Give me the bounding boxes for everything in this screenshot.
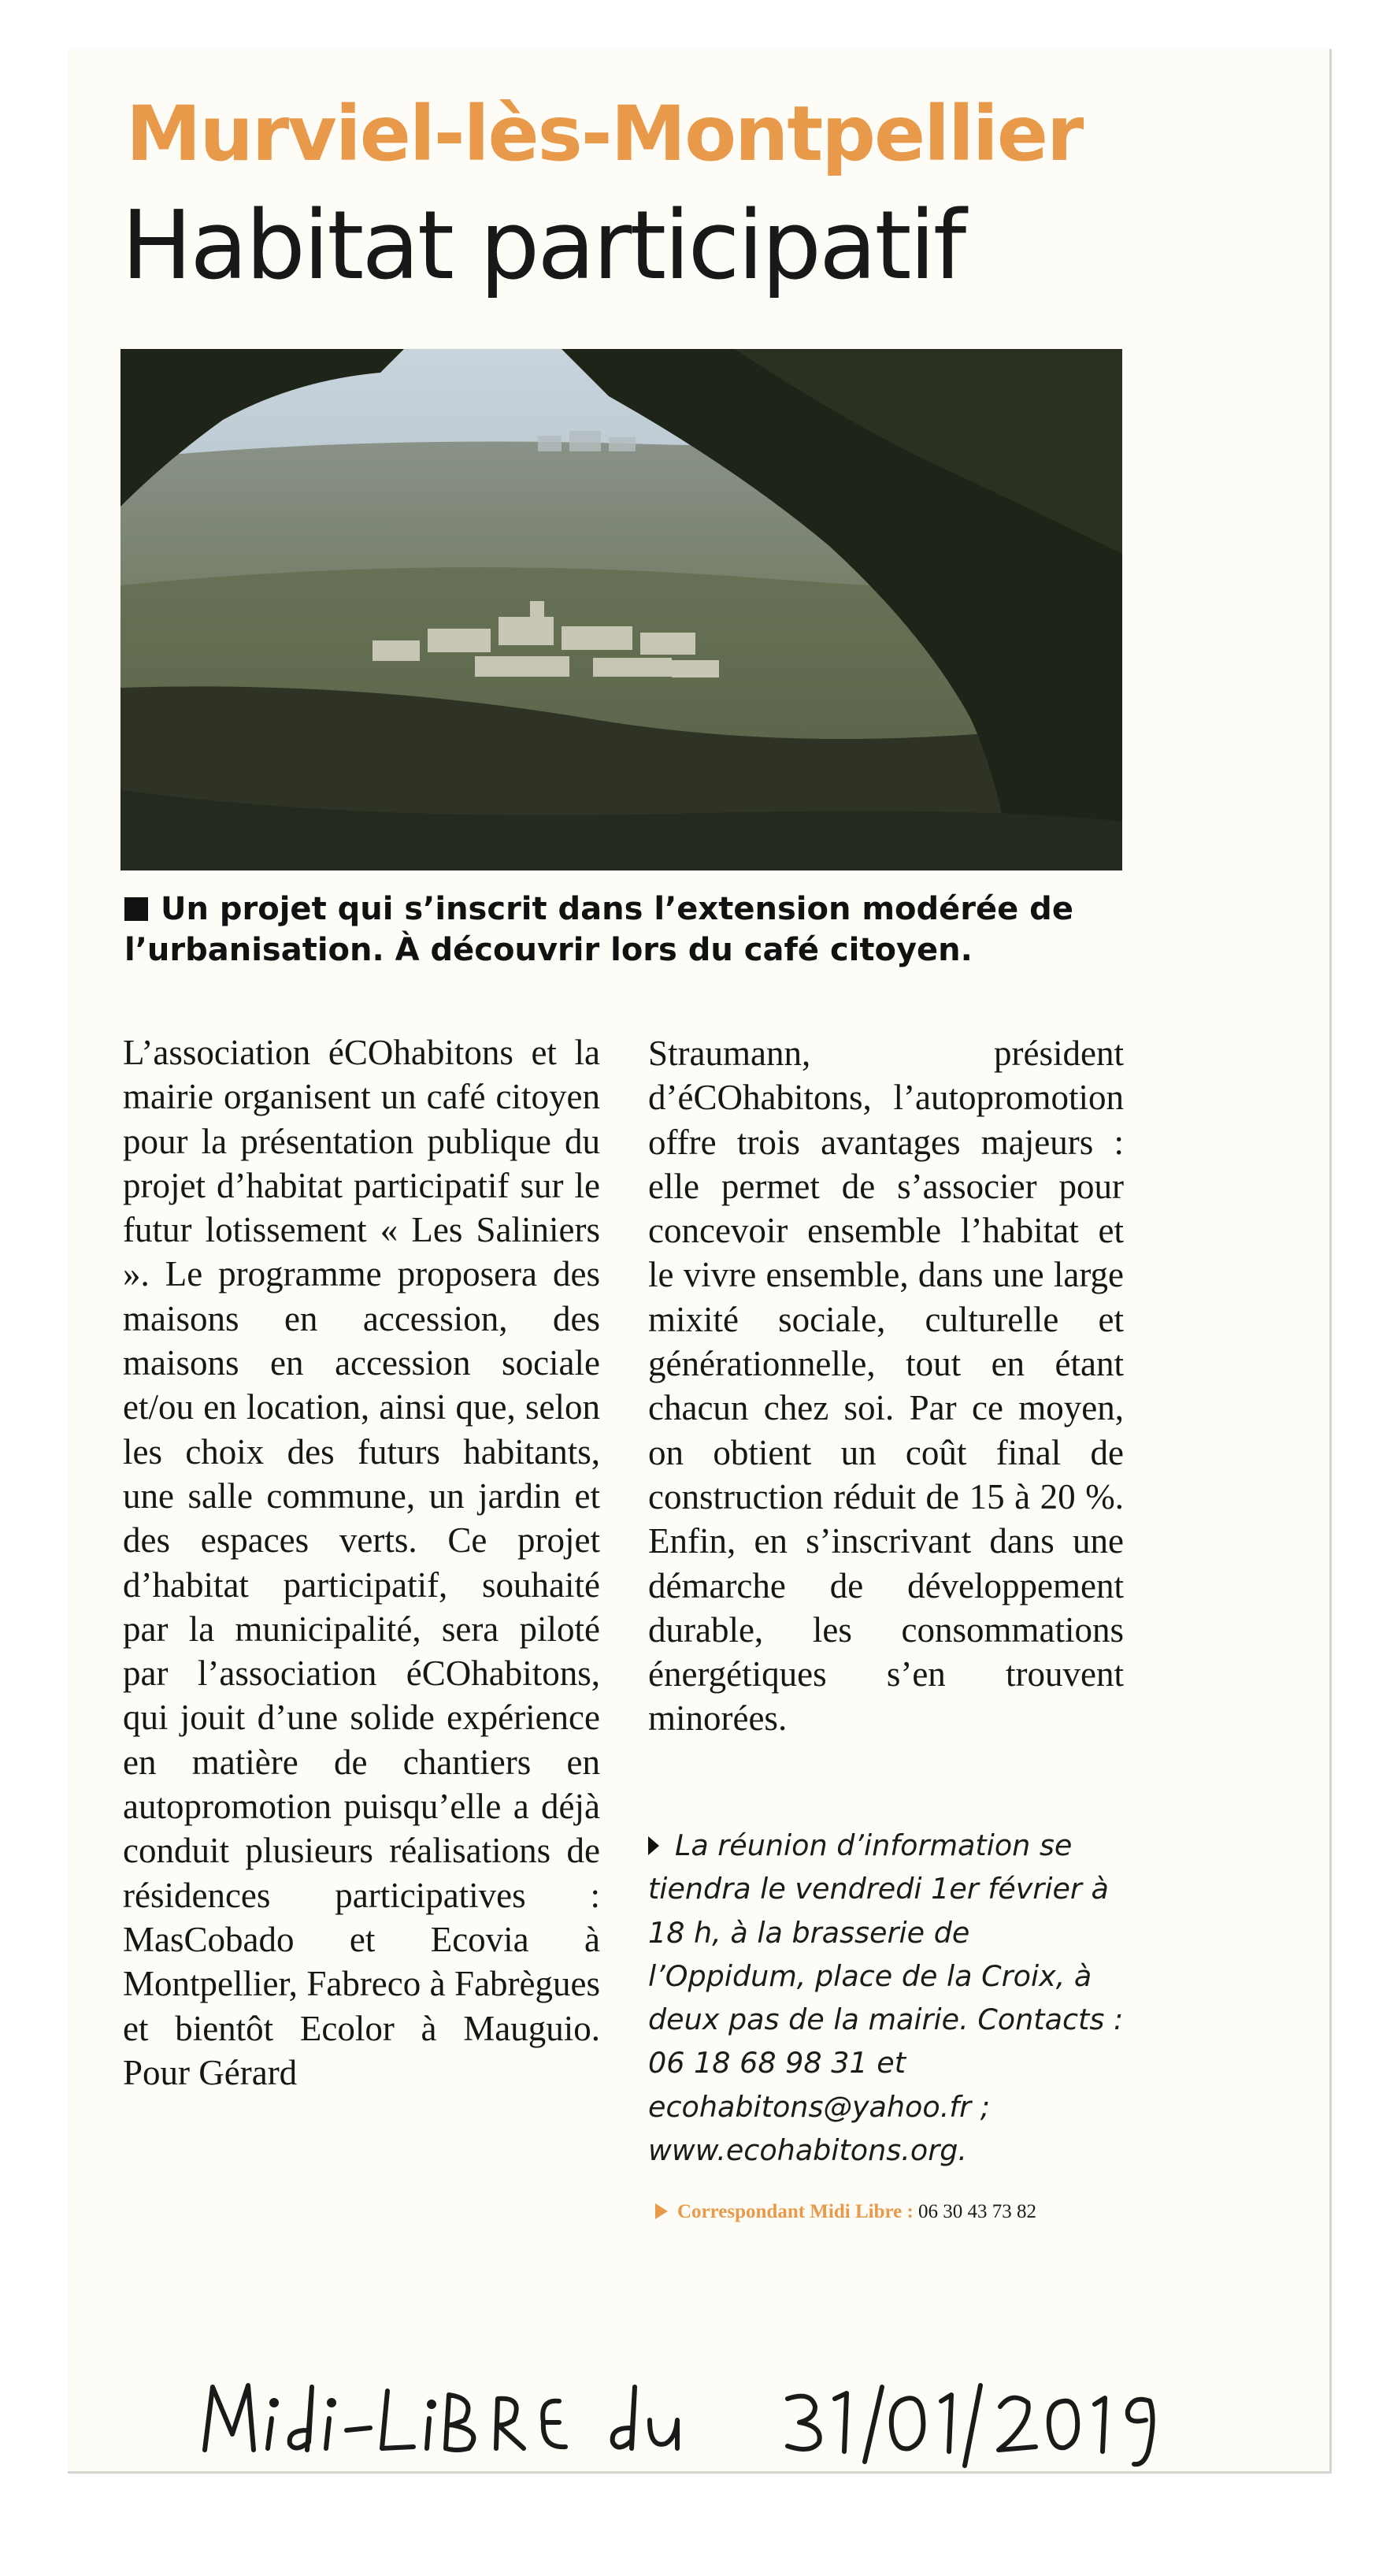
correspondent-phone: 06 30 43 73 82 (918, 2201, 1037, 2222)
article-town: Murviel-lès-Montpellier (126, 90, 1083, 178)
info-box (648, 1824, 1124, 2172)
article-photo (120, 349, 1122, 870)
arrow-icon (655, 2203, 668, 2219)
body-paragraph: Straumann, président d’éCOhabitons, l’autopromotion offre trois avantages majeurs : elle permet de s’associer pour concevoir ensemble l’habitat et le vivre ensemble, dans une large mixité sociale, culturelle et générationnelle, tout en étant chacun chez soi. Par ce moyen, on obtient un coût final de construction réduit de 15 à 20 %. Enfin, en s’inscrivant dans une démarche de développement durable, les consommations énergétiques s’en trouvent minorées. (648, 1034, 1124, 1739)
info-bullet-icon (648, 1836, 659, 1855)
article-body-left (123, 1030, 600, 2095)
info-text: La réunion d’information se tiendra le vendredi 1er février à 18 h, à la brasserie de l’Oppidum, place de la Croix, à deux pas de la mairie. Contacts : 06 18 68 98 31 et ecohabitons@yahoo.fr ; www.ecohabitons.org. (648, 1828, 1124, 2168)
caption-marker (124, 897, 148, 921)
correspondent-line (655, 2199, 1036, 2225)
correspondent-label: Correspondant Midi Libre : (677, 2201, 914, 2222)
article-body-right (648, 1031, 1124, 1741)
article-headline: Habitat participatif (121, 191, 965, 301)
caption-text: Un projet qui s’inscrit dans l’extension modérée de l’urbanisation. À découvrir lors du café citoyen. (124, 891, 1073, 968)
body-paragraph: L’association éCOhabitons et la mairie organisent un café citoyen pour la présentation publique du projet d’habitat participatif sur le futur lotissement « Les Saliniers ». Le programme proposera des maisons en accession, des maisons en accession sociale et/ou en location, ainsi que, selon les choix des futurs habitants, une salle commune, un jardin et des espaces verts. Ce projet d’habitat participatif, souhaité par la municipalité, sera piloté par l’association éCOhabitons, qui jouit d’une solide expérience en matière de chantiers en autopromotion puisqu’elle a déjà conduit plusieurs réalisations de résidences participatives : MasCobado et Ecovia à Montpellier, Fabreco à Fabrègues et bientôt Ecolor à Mauguio. Pour Gérard (123, 1033, 600, 2092)
photo-caption (124, 889, 1132, 971)
handwritten-note (189, 2355, 1213, 2481)
